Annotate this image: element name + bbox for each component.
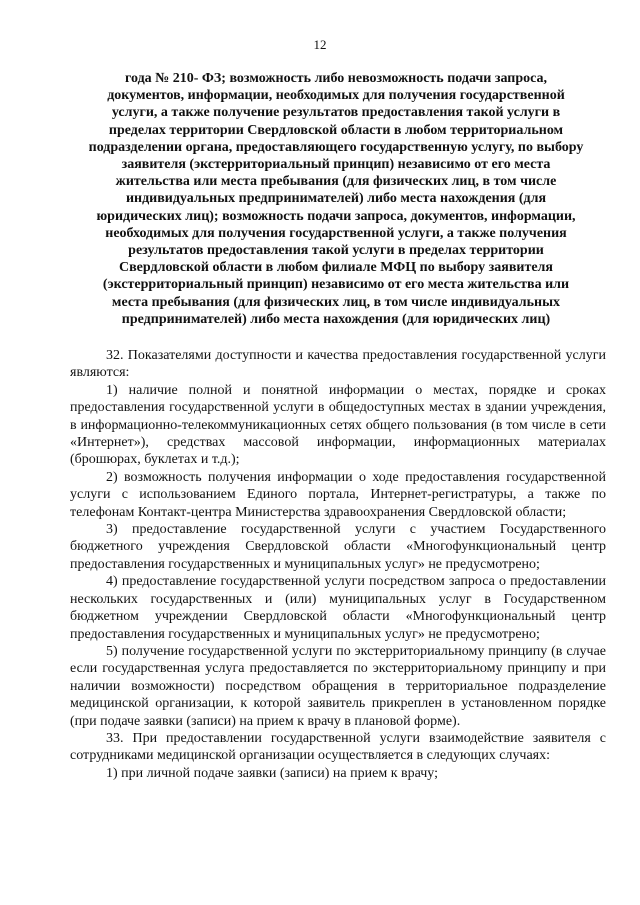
document-body <box>70 347 606 782</box>
paragraph-32-intro: 32. Показателями доступности и качества предоставления государственной услуги являются: <box>70 348 606 381</box>
paragraph-32-item-2: 2) возможность получения информации о ходе предоставления государственной услуги с использованием Единого портала, Интернет-регистратуры, а также по телефонам Контакт-центра Министерства здравоохранения Свердловской области; <box>70 469 606 520</box>
section-heading: года № 210- ФЗ; возможность либо невозможность подачи запроса, документов, информации, необходимых для получения государственной услуги, а также получение результатов предоставления такой услуги в пределах территории Свердловской области в любом территориальном подразделении органа, предоставляющего государственную услугу, по выбору заявителя (экстерриториальный принцип) независимо от его места жительства или места пребывания (для физических лиц, в том числе индивидуальных предпринимателей) либо места нахождения (для юридических лиц); возможность подачи запроса, документов, информации, необходимых для получения государственной услуги, а также получения результатов предоставления такой услуги в пределах территории Свердловской области в любом филиале МФЦ по выбору заявителя (экстерриториальный принцип) независимо от его места жительства или места пребывания (для физических лиц, в том числе индивидуальных предпринимателей) либо места нахождения (для юридических лиц) <box>88 71 584 327</box>
page-number: 12 <box>313 37 327 52</box>
paragraph-33-item-1: 1) при личной подаче заявки (записи) на прием к врачу; <box>106 765 439 781</box>
paragraph-32-item-3: 3) предоставление государственной услуги с участием Государственного бюджетного учреждения Свердловской области «Многофункциональный центр предоставления государственных и муниципальных услуг» не предусмотрено; <box>70 522 606 572</box>
paragraph-32-item-4: 4) предоставление государственной услуги посредством запроса о предоставлении нескольких государственных и (или) муниципальных услуг в Государственном бюджетном учреждении Свердловской области «Многофункциональный центр предоставления государственных и муниципальных услуг» не предусмотрено; <box>70 574 606 642</box>
paragraph-32-item-5: 5) получение государственной услуги по экстерриториальному принципу (в случае если государственная услуга предоставляется по экстерриториальному принципу и при наличии возможности) посредством обращения в территориальное подразделение медицинской организации, к которой заявитель прикреплен в установленном порядке (при подаче заявки (записи) на прием к врачу в плановой форме). <box>70 643 606 729</box>
paragraph-32-item-1: 1) наличие полной и понятной информации о местах, порядке и сроках предоставления государственной услуги в общедоступных местах в здании учреждения, в информационно-телекоммуникационных сетях общего пользования (в том числе в сети «Интернет»), средствах массовой информации, информационных материалах (брошюрах, буклетах и т.д.); <box>70 382 606 468</box>
paragraph-33-intro: 33. При предоставлении государственной услуги взаимодействие заявителя с сотрудниками медицинской организации осуществляется в следующих случаях: <box>70 730 606 764</box>
